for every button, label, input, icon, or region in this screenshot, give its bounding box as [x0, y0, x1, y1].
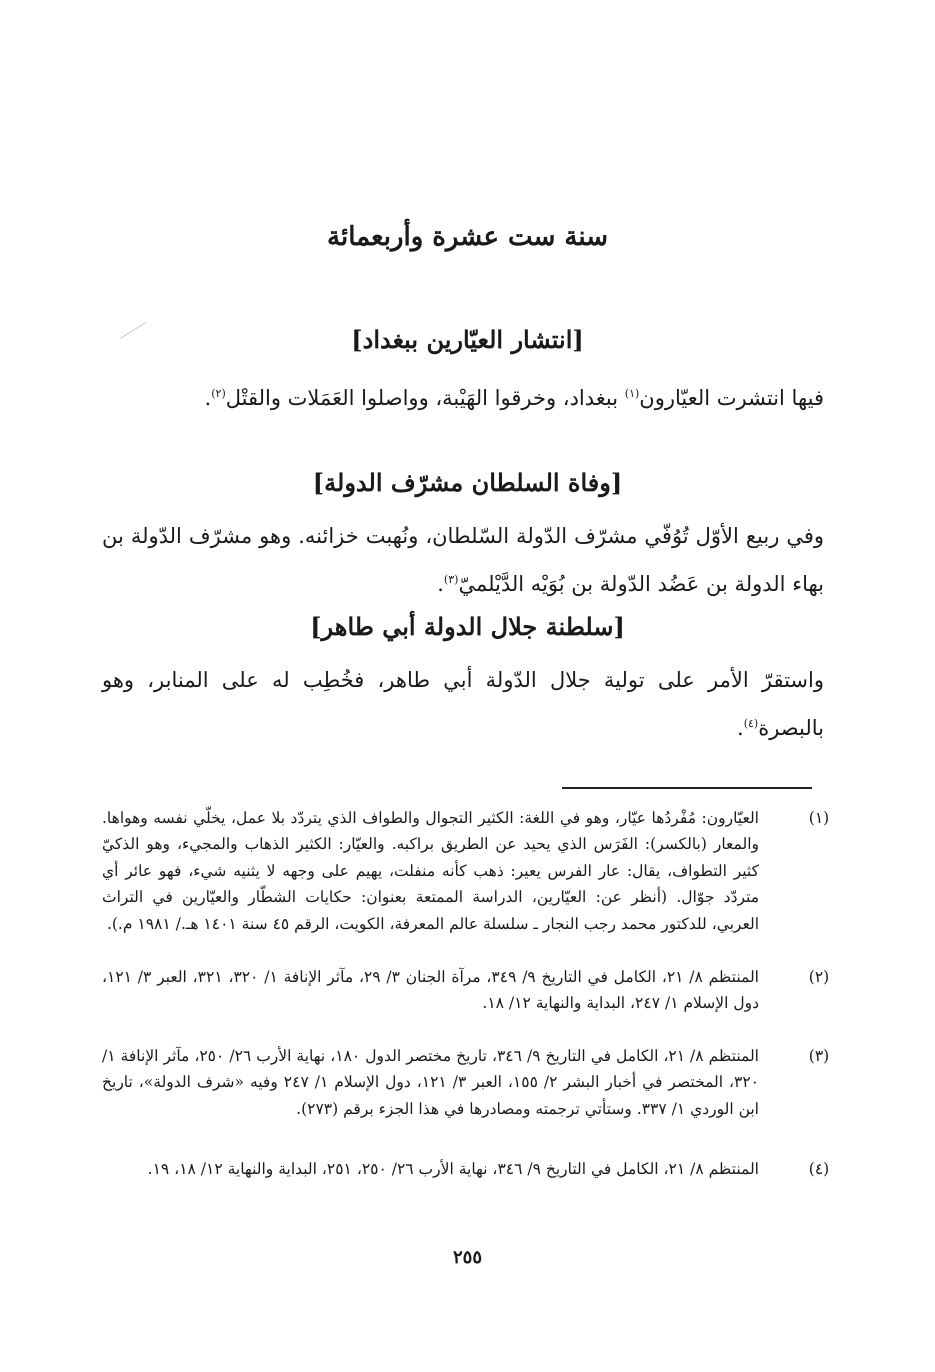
section-paragraph: فيها انتشرت العيّارون$^{(١)}$ ببغداد، وخرقوا الهَيْبة، وواصلوا العَمَلات والقتْل$^{(٢)}$.: [204, 386, 824, 410]
footnote-ref: (١): [624, 387, 640, 400]
footnote-text: المنتظم ٨/ ٢١، الكامل في التاريخ ٩/ ٣٤٦، تاريخ مختصر الدول ١٨٠، نهاية الأرب ٢٦/ ٢٥٠، مآثر الإنافة ١/ ٣٢٠، المختصر في أخبار البشر ٢/ ١٥٥، العبر ٣/ ١٢١، دول الإسلام ١/ ٢٤٧ وفيه «شرف الدولة»، تاريخ ابن الوردي ١/ ٣٣٧. وستأتي ترجمته ومصادرها في هذا الجزء برقم (٢٧٣).: [102, 1047, 760, 1118]
footnote-text: المنتظم ٨/ ٢١، الكامل في التاريخ ٩/ ٣٤٦، نهاية الأرب ٢٦/ ٢٥٠، ٢٥١، البداية والنهاية ١٢/ ١٨، ١٩.: [147, 1160, 759, 1178]
footnote: [102, 1156, 830, 1182]
footnote-text: المنتظم ٨/ ٢١، الكامل في التاريخ ٩/ ٣٤٩، مرآة الجنان ٣/ ٢٩، مآثر الإنافة ١/ ٣٢٠، ٣٢١، العبر ٣/ ١٢١، دول الإسلام ١/ ٢٤٧، البداية والنهاية ١٢/ ١٨.: [102, 968, 759, 1013]
footnote-ref: (٤): [743, 717, 759, 730]
footnote-number: (٣): [808, 1047, 830, 1065]
page-number: ٢٥٥: [452, 1247, 482, 1268]
footnote-ref: (٣): [443, 573, 459, 586]
footnote: [102, 1043, 830, 1122]
footnote-separator: [562, 787, 812, 789]
footnote-ref: (٢): [211, 387, 226, 400]
footnote: [102, 964, 830, 1017]
section-heading: [وفاة السلطان مشرّف الدولة]: [312, 468, 623, 497]
footnote: [102, 805, 830, 937]
section-heading: [سلطنة جلال الدولة أبي طاهر]: [310, 612, 625, 641]
footnote-number: (٢): [808, 968, 830, 986]
footnote-number: (١): [808, 809, 830, 827]
section-heading: [انتشار العيّارين ببغداد]: [351, 325, 584, 354]
footnote-text: العيّارون: مُفْردُها عيّار، وهو في اللغة: الكثير التجوال والطواف الذي يتردّد بلا عمل، يخلّي نفسه وهواها. والمعار (بالكسر): الفَرَس الذي يحيد عن الطريق براكبه. والعيّار: الكثير الذهاب والمجيء، وهو الذكيّ كثير التطواف، يقال: عار الفرس يعير: ذهب كأنه منفلت، يهيم على وجهه لا يثنيه شيء، فهو عائر أي متردّد جوّال. (أنظر عن: العيّارين، الدراسة الممتعة بعنوان: حكايات الشطّار والعيّارين في التراث العربي، للدكتور محمد رجب النجار ـ سلسلة عالم المعرفة، الكويت، الرقم ٤٥ سنة ١٤٠١ هـ./ ١٩٨١ م.).: [102, 809, 759, 933]
section-paragraph: واستقرّ الأمر على تولية جلال الدّولة أبي طاهر، فخُطِب له على المنابر، وهو بالبصرة$^{(٤)}$.: [102, 668, 824, 740]
year-title: سنة ست عشرة وأربعمائة: [327, 222, 608, 252]
footnote-number: (٤): [808, 1160, 830, 1178]
section-paragraph: وفي ربيع الأوّل تُوُفّي مشرّف الدّولة السّلطان، ونُهبت خزائنه. وهو مشرّف الدّولة بن بهاء الدولة بن عَضُد الدّولة بن بُوَيْه الدَّيْلميّ$^{(٣)}$.: [102, 524, 824, 596]
